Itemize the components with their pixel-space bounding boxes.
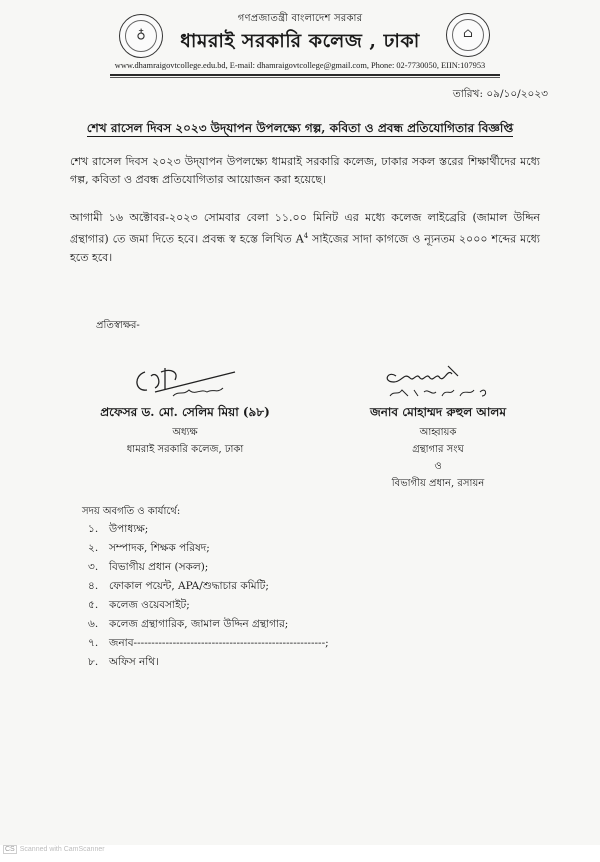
- body-paragraph-2: [70, 209, 540, 267]
- distribution-list: [88, 520, 329, 672]
- distribution-item: [88, 596, 329, 615]
- header-divider-thin: [110, 77, 500, 78]
- handwritten-signature-icon: [125, 362, 245, 402]
- item-text: বিভাগীয় প্রধান (সকল);: [109, 561, 209, 573]
- paragraph-2-text-end: সাইজের সাদা কাগজে ও ন্যূনতম ২০০০ শব্দের মধ্যে হতে হবে।: [70, 232, 540, 264]
- notice-title-text: শেখ রাসেল দিবস ২০২৩ উদ্‌যাপন উপলক্ষ্যে গল্প, কবিতা ও প্রবন্ধ প্রতিযোগিতার বিজ্ঞপ্তি: [86, 121, 514, 135]
- distribution-item: [88, 539, 329, 558]
- principal-signature-block: [60, 362, 310, 458]
- convener-second-role: বিভাগীয় প্রধান, রসায়ন: [391, 478, 485, 489]
- item-number: ৭.: [88, 637, 99, 649]
- notice-title: [0, 120, 600, 140]
- distribution-item: [88, 634, 329, 653]
- book-emblem-icon: ⌂: [446, 13, 490, 57]
- distribution-item: [88, 577, 329, 596]
- item-number: ২.: [88, 542, 99, 554]
- scanner-watermark: [3, 846, 105, 853]
- convener-conjunction: ও: [434, 461, 442, 472]
- government-heading: গণপ্রজাতন্ত্রী বাংলাদেশ সরকার: [237, 13, 363, 24]
- distribution-heading: সদয় অবগতি ও কার্যার্থে:: [82, 506, 181, 517]
- item-text: ফোকাল পয়েন্ট, APA/শুদ্ধাচার কমিটি;: [109, 580, 269, 592]
- convener-signature: [318, 362, 558, 402]
- distribution-item: [88, 653, 329, 672]
- header-divider: [110, 74, 500, 76]
- body-paragraph-1: শেখ রাসেল দিবস ২০২৩ উদ্‌যাপন উপলক্ষ্যে ধামরাই সরকারি কলেজ, ঢাকার সকল স্তরের শিক্ষার্থীদের মধ্যে গল্প, কবিতা ও প্রবন্ধ প্রতিযোগিতার আয়োজন করা হয়েছে।: [70, 155, 540, 186]
- distribution-item: [88, 520, 329, 539]
- camscanner-icon: CS: [5, 846, 15, 853]
- distribution-item: [88, 615, 329, 634]
- principal-name: প্রফেসর ড. মো. সেলিম মিয়া (৯৮): [100, 405, 270, 419]
- college-emblem-icon: ♁: [119, 14, 163, 58]
- principal-office: ধামরাই সরকারি কলেজ, ঢাকা: [126, 444, 244, 455]
- convener-name: জনাব মোহাম্মদ রুহুল আলম: [369, 405, 506, 419]
- item-text: সম্পাদক, শিক্ষক পরিষদ;: [109, 542, 210, 554]
- convener-office: গ্রন্থাগার সংঘ: [412, 444, 464, 455]
- scanner-watermark-text: Scanned with CamScanner: [19, 846, 105, 853]
- convener-designation: আহ্বায়ক: [419, 427, 457, 438]
- item-text: কলেজ গ্রন্থাগারিক, জামাল উদ্দিন গ্রন্থাগার;: [109, 618, 289, 630]
- principal-designation: অধ্যক্ষ: [172, 427, 198, 438]
- item-number: ৮.: [88, 656, 99, 668]
- notice-date: তারিখ: ০৯/১০/২০২৩: [452, 88, 548, 100]
- item-text: কলেজ ওয়েবসাইট;: [109, 599, 190, 611]
- principal-signature: [60, 362, 310, 402]
- paragraph-2-text: আগামী ১৬ অক্টোবর-২০২৩ সোমবার বেলা ১১.০০ মিনিট এর মধ্যে কলেজ লাইব্রেরি (জামাল উদ্দিন গ্রন্থাগার) তে জমা দিতে হবে। প্রবন্ধ স্ব হস্তে লিখিত A: [70, 211, 540, 246]
- college-name: ধামরাই সরকারি কলেজ , ঢাকা: [180, 30, 420, 52]
- item-number: ৬.: [88, 618, 99, 630]
- item-text: জনাব------------------------------------------------------;: [109, 637, 329, 649]
- item-number: ৩.: [88, 561, 99, 573]
- handwritten-signature-icon: [368, 362, 508, 402]
- convener-signature-block: [318, 362, 558, 492]
- item-text: অফিস নথি।: [109, 656, 159, 668]
- distribution-item: [88, 558, 329, 577]
- item-number: ১.: [88, 523, 99, 535]
- item-text: উপাধ্যক্ষ;: [109, 523, 149, 535]
- contact-info: www.dhamraigovtcollege.edu.bd, E-mail: dhamraigovtcollege@gmail.com, Phone: 02-7730050, EIIN:107953: [114, 61, 486, 70]
- paper-size-superscript: 4: [303, 232, 309, 240]
- item-number: ৫.: [88, 599, 99, 611]
- item-number: ৪.: [88, 580, 99, 592]
- attestation-label: প্রতিস্বাক্ষর-: [96, 320, 140, 331]
